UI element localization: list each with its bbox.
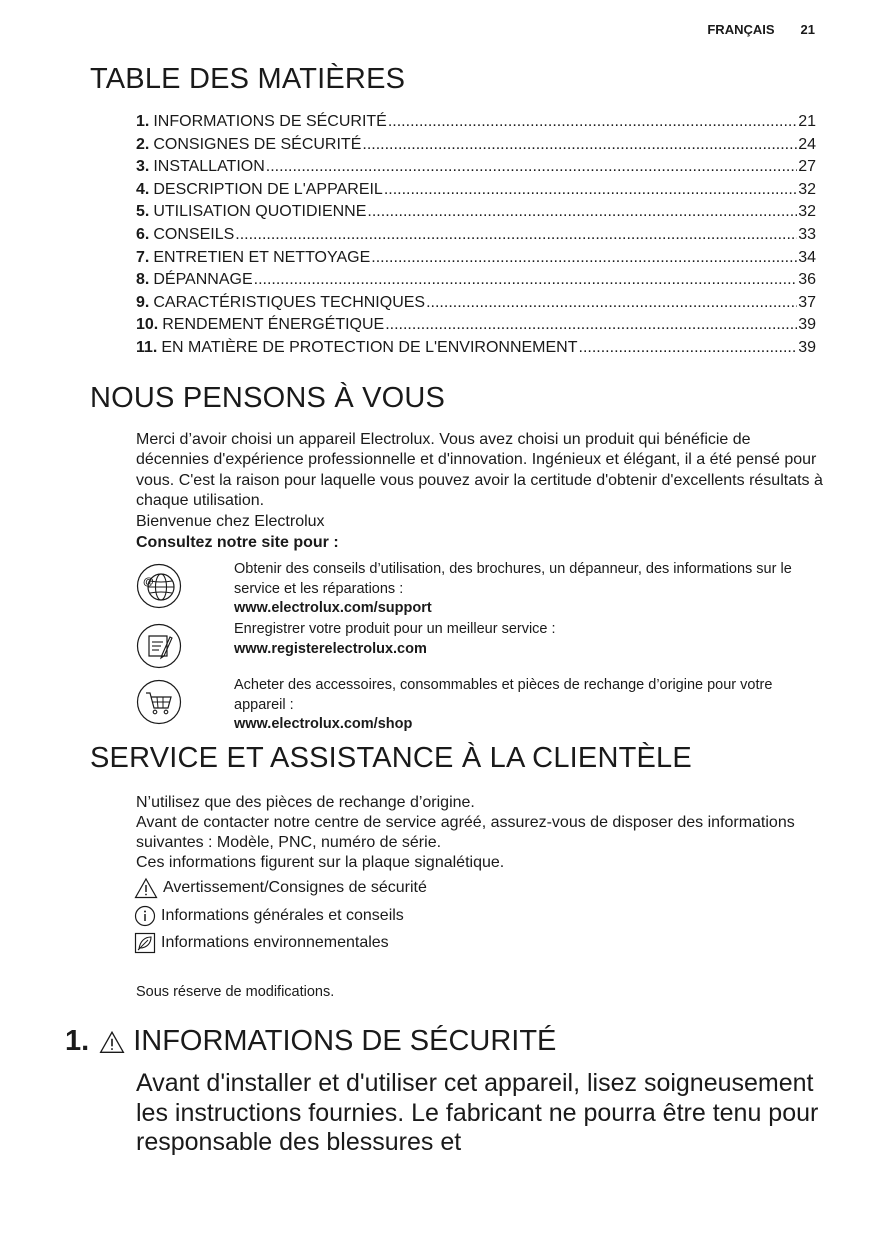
toc-entry-number: 7. (136, 248, 150, 266)
toc-entry-page: 21 (798, 113, 816, 130)
toc-entry-number: 11. (136, 338, 158, 356)
support-text-block (234, 560, 824, 619)
toc-entry-page: 36 (798, 271, 816, 289)
section-1-number: 1. (65, 1025, 90, 1057)
toc-title: TABLE DES MATIÈRES (90, 63, 406, 95)
page-header (707, 22, 815, 37)
toc-leader-dots (579, 337, 798, 359)
shop-text-block (234, 676, 824, 735)
service-line-2: Avant de contacter notre centre de service agréé, assurez-vous de disposer des informations suivantes : Modèle, PNC, numéro de série. (136, 814, 795, 852)
support-link[interactable]: www.electrolux.com/support (234, 600, 432, 616)
toc-leader-dots (254, 269, 798, 291)
shop-text: Acheter des accessoires, consommables et pièces de rechange d’origine pour votre appareil : (234, 677, 773, 713)
legend-environment-label: Informations environnementales (161, 934, 389, 951)
toc-entry[interactable] (136, 179, 816, 202)
toc-entry-number: 5. (136, 203, 150, 221)
toc-entry[interactable] (136, 111, 816, 134)
toc-entry-label: DÉPANNAGE (153, 271, 253, 289)
toc-entry-page: 24 (798, 135, 816, 153)
toc-entry-label: INFORMATIONS DE SÉCURITÉ (153, 113, 387, 130)
toc-entry-label: DESCRIPTION DE L'APPAREIL (153, 180, 383, 198)
globe-icon (136, 563, 182, 609)
service-title: SERVICE ET ASSISTANCE À LA CLIENTÈLE (90, 742, 692, 774)
register-link[interactable]: www.registerelectrolux.com (234, 640, 427, 657)
toc-entry-number: 2. (136, 135, 150, 153)
toc-entry-page: 34 (798, 248, 816, 266)
service-line-3: Ces informations figurent sur la plaque signalétique. (136, 854, 505, 871)
toc-entry[interactable] (136, 247, 816, 270)
toc-entry-page: 27 (798, 158, 816, 176)
toc-entry-page: 32 (798, 180, 816, 198)
toc-entry[interactable] (136, 292, 816, 315)
legend-warning (134, 877, 427, 899)
legend-info-label: Informations générales et conseils (161, 907, 404, 924)
section-1-title: INFORMATIONS DE SÉCURITÉ (133, 1025, 557, 1057)
toc-leader-dots (362, 134, 797, 156)
support-text: Obtenir des conseils d’utilisation, des brochures, un dépanneur, des informations sur le service et les réparations : (234, 561, 792, 597)
toc-entry-page: 32 (798, 203, 816, 221)
leaf-icon (134, 932, 156, 954)
register-text: Enregistrer votre produit pour un meilleur service : (234, 621, 556, 637)
toc-leader-dots (426, 292, 797, 314)
legend-warning-label: Avertissement/Consignes de sécurité (163, 879, 427, 896)
service-line-1: N’utilisez que des pièces de rechange d’origine. (136, 794, 475, 811)
disclaimer: Sous réserve de modifications. (136, 984, 335, 1000)
toc-entry-label: INSTALLATION (153, 158, 265, 176)
toc-entry-page: 39 (798, 316, 816, 334)
intro-paragraph: Merci d’avoir choisi un appareil Electrolux. Vous avez choisi un produit qui bénéficie de décennies d'expérience professionnelle et d'innovation. Ingénieux et élégant, il a été pensé pour vous. C'est la raison pour laquelle vous pouvez avoir la certitude d'obtenir d'excellents résultats à chaque utilisation. (136, 431, 823, 510)
toc-entry-label: UTILISATION QUOTIDIENNE (153, 203, 367, 221)
toc-entry-label: CARACTÉRISTIQUES TECHNIQUES (153, 293, 426, 311)
toc-entry-label: ENTRETIEN ET NETTOYAGE (153, 248, 371, 266)
toc-entry-number: 6. (136, 225, 150, 243)
section-1-body: Avant d'installer et d'utiliser cet appareil, lisez soigneusement les instructions fournies. Le fabricant ne pourra être tenu pour responsable des blessures et (136, 1069, 819, 1156)
toc-entry[interactable] (136, 201, 816, 224)
toc-entry-page: 33 (798, 225, 816, 243)
toc-entry[interactable] (136, 224, 816, 247)
toc-entry-page: 39 (798, 338, 816, 356)
table-of-contents (136, 111, 816, 360)
warning-icon (99, 1030, 125, 1054)
toc-entry-number: 9. (136, 293, 150, 311)
legend-environment (134, 932, 389, 954)
toc-entry-number: 1. (136, 113, 150, 130)
thinking-title: NOUS PENSONS À VOUS (90, 382, 446, 414)
toc-leader-dots (367, 201, 797, 223)
visit-label: Consultez notre site pour : (136, 534, 339, 551)
toc-leader-dots (266, 156, 797, 178)
toc-entry-label: CONSEILS (153, 225, 235, 243)
toc-leader-dots (388, 111, 797, 133)
toc-entry-label: EN MATIÈRE DE PROTECTION DE L'ENVIRONNEMENT (161, 338, 578, 356)
toc-entry-label: RENDEMENT ÉNERGÉTIQUE (162, 316, 385, 334)
toc-entry-page: 37 (798, 293, 816, 311)
shop-link[interactable]: www.electrolux.com/shop (234, 716, 413, 732)
support-row (136, 560, 826, 620)
section-1-heading (65, 1025, 556, 1058)
registration-form-icon (136, 623, 182, 669)
toc-entry-number: 8. (136, 271, 150, 289)
register-row (136, 620, 826, 670)
welcome-line: Bienvenue chez Electrolux (136, 513, 325, 530)
toc-leader-dots (371, 247, 797, 269)
legend-info (134, 905, 404, 927)
toc-entry[interactable] (136, 314, 816, 337)
register-text-block (234, 620, 824, 659)
toc-entry-number: 3. (136, 158, 150, 176)
shopping-cart-icon (136, 679, 182, 725)
toc-leader-dots (384, 179, 797, 201)
toc-entry-number: 4. (136, 180, 150, 198)
toc-entry-number: 10. (136, 316, 159, 334)
toc-entry-label: CONSIGNES DE SÉCURITÉ (153, 135, 362, 153)
language-label: FRANÇAIS (707, 22, 775, 37)
toc-entry[interactable] (136, 337, 816, 360)
warning-icon (134, 877, 158, 899)
toc-leader-dots (385, 314, 797, 336)
toc-entry[interactable] (136, 134, 816, 157)
svg-text:@: @ (143, 576, 154, 588)
toc-leader-dots (235, 224, 797, 246)
toc-entry[interactable] (136, 156, 816, 179)
toc-entry[interactable] (136, 269, 816, 292)
page-number: 21 (800, 22, 815, 37)
shop-row (136, 676, 826, 736)
info-icon (134, 905, 156, 927)
